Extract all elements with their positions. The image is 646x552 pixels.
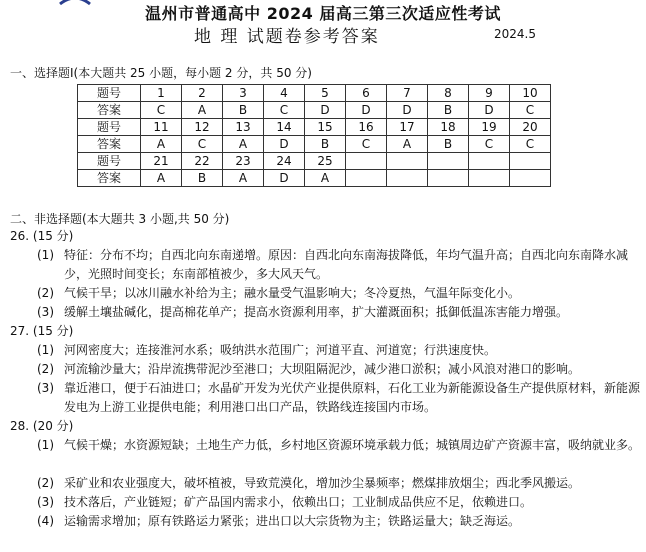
table-row-header: 答案 [78,170,141,187]
table-cell: 23 [223,153,264,170]
question-27-label: 27. (15 分) [10,324,74,338]
table-cell [428,153,469,170]
table-cell [346,170,387,187]
item-number: (3) [37,381,54,395]
table-cell: 20 [510,119,551,136]
table-cell: 4 [264,85,305,102]
table-cell: 19 [469,119,510,136]
table-cell: 1 [141,85,182,102]
table-cell: 11 [141,119,182,136]
item-text: 河网密度大；连接淮河水系；吸纳洪水范围广；河道平直、河道宽；行洪速度快。 [64,343,497,357]
table-cell: 24 [264,153,305,170]
item-number: (3) [37,305,54,319]
table-cell: B [428,102,469,119]
table-cell: 16 [346,119,387,136]
table-cell [346,153,387,170]
table-cell: A [141,136,182,153]
table-cell: 13 [223,119,264,136]
item-number: (2) [37,286,54,300]
table-cell: 3 [223,85,264,102]
item-number: (4) [37,514,54,528]
item-number: (2) [37,476,54,490]
item-text: 运输需求增加；原有铁路运力紧张；进出口以大宗货物为主；铁路运量大；缺乏海运。 [64,514,521,528]
table-cell [469,153,510,170]
table-cell: C [469,136,510,153]
table-cell [510,153,551,170]
table-row-header: 题号 [78,85,141,102]
item-text: 缓解土壤盐碱化，提高棉花单产；提高水资源利用率，扩大灌溉面积；抵御低温冻害能力增强。 [64,305,569,319]
item-text: 靠近港口，便于石油进口；水晶矿开发为光伏产业提供原料，石化工业为新能源设备生产提供原材料，新能源发电为上游工业提供电能；利用港口出口产品，铁路线连接国内市场。 [64,381,641,414]
table-cell: 2 [182,85,223,102]
table-cell: A [223,170,264,187]
item-text: 气候干燥；水资源短缺；土地生产力低，乡村地区资源环境承载力低；城镇周边矿产资源丰富，吸纳就业多。 [64,438,641,452]
answer-table-row [78,119,551,136]
item-text: 气候干旱；以冰川融水补给为主；融水量受气温影响大；冬冷夏热，气温年际变化小。 [64,286,521,300]
table-cell: C [346,136,387,153]
item-text: 采矿业和农业强度大，破坏植被，导致荒漠化，增加沙尘暴频率；燃煤排放烟尘；西北季风搬运。 [64,476,581,490]
item-number: (1) [37,248,54,262]
table-cell: D [305,102,346,119]
table-cell: D [264,136,305,153]
table-row-header: 答案 [78,136,141,153]
page-title: 温州市普通高中 2024 届高三第三次适应性考试 [145,4,501,23]
item-text: 特征：分布不均；自西北向东南递增。原因：自西北向东南海拔降低，年均气温升高；自西北向东南降水减少，光照时间变长；东南部植被少，多大风天气。 [64,248,629,281]
answer-table-row [78,102,551,119]
table-cell: A [387,136,428,153]
page-subtitle: 地 理 试题卷参考答案 [194,27,380,47]
table-cell: B [223,102,264,119]
table-cell: 9 [469,85,510,102]
table-cell [469,170,510,187]
table-cell: 21 [141,153,182,170]
table-cell: 22 [182,153,223,170]
question-26-label: 26. (15 分) [10,229,74,243]
table-cell: B [428,136,469,153]
table-cell: C [264,102,305,119]
table-cell: 17 [387,119,428,136]
table-cell: D [387,102,428,119]
table-cell: 10 [510,85,551,102]
answer-table [77,84,551,187]
table-cell: B [182,170,223,187]
item-number: (3) [37,495,54,509]
table-cell: 14 [264,119,305,136]
table-cell [387,170,428,187]
item-number: (1) [37,343,54,357]
table-cell: 7 [387,85,428,102]
table-cell: 15 [305,119,346,136]
item-number: (2) [37,362,54,376]
table-cell: C [182,136,223,153]
table-cell: 18 [428,119,469,136]
table-row-header: 答案 [78,102,141,119]
table-cell [428,170,469,187]
table-cell: A [223,136,264,153]
question-28-label: 28. (20 分) [10,419,74,433]
table-cell: 25 [305,153,346,170]
item-number: (1) [37,438,54,452]
table-cell: D [264,170,305,187]
answer-table-row [78,153,551,170]
table-cell: D [346,102,387,119]
item-text: 技术落后，产业链短；矿产品国内需求小，依赖出口；工业制成品供应不足，依赖进口。 [64,495,533,509]
item-text: 河流输沙量大；沿岸流携带泥沙至港口；大坝阻隔泥沙，减少港口淤积；减小风浪对港口的影响。 [64,362,581,376]
table-row-header: 题号 [78,153,141,170]
table-cell: C [510,136,551,153]
table-cell: 12 [182,119,223,136]
table-cell [510,170,551,187]
answer-table-row [78,136,551,153]
table-row-header: 题号 [78,119,141,136]
section1-heading: 一、选择题Ⅰ(本大题共 25 小题，每小题 2 分，共 50 分) [10,66,312,80]
table-cell: 5 [305,85,346,102]
answer-table-row [78,85,551,102]
exam-date: 2024.5 [494,27,536,41]
table-cell: 6 [346,85,387,102]
table-cell: D [469,102,510,119]
table-cell: A [141,170,182,187]
table-cell: C [510,102,551,119]
table-cell: 8 [428,85,469,102]
section2-heading: 二、非选择题(本大题共 3 小题,共 50 分) [10,212,230,226]
answer-table-row [78,170,551,187]
table-cell: C [141,102,182,119]
table-cell: A [305,170,346,187]
table-cell [387,153,428,170]
table-cell: A [182,102,223,119]
table-cell: B [305,136,346,153]
